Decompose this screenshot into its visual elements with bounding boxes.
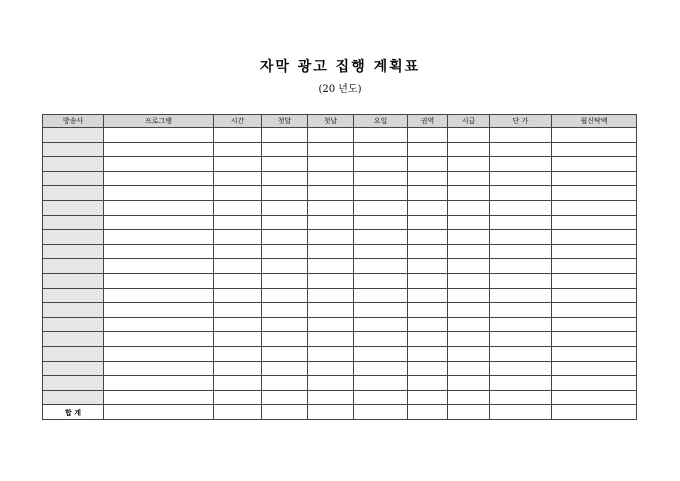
table-row [43,259,637,274]
table-cell[interactable] [552,376,637,391]
table-row [43,244,637,259]
table-cell[interactable] [308,244,354,259]
table-cell[interactable] [262,230,308,245]
table-cell[interactable] [262,317,308,332]
station-cell[interactable] [43,171,104,186]
table-cell[interactable] [408,288,448,303]
table-cell[interactable] [490,317,552,332]
table-row [43,128,637,143]
table-cell[interactable] [214,128,262,143]
table-cell[interactable] [262,361,308,376]
table-cell[interactable] [308,142,354,157]
station-cell[interactable] [43,303,104,318]
table-cell[interactable] [214,142,262,157]
table-cell[interactable] [448,390,490,405]
table-cell[interactable] [408,390,448,405]
table-cell[interactable] [214,376,262,391]
table-cell[interactable] [448,361,490,376]
table-cell[interactable] [104,376,214,391]
table-cell[interactable] [104,244,214,259]
table-body [43,128,637,420]
table-cell[interactable] [214,215,262,230]
table-cell[interactable] [354,332,408,347]
table-cell[interactable] [448,128,490,143]
table-cell[interactable] [448,230,490,245]
table-cell[interactable] [490,376,552,391]
total-label: 합 계 [43,405,104,420]
table-row [43,200,637,215]
station-cell[interactable] [43,259,104,274]
table-cell[interactable] [552,230,637,245]
table-cell[interactable] [490,230,552,245]
table-cell[interactable] [490,142,552,157]
table-cell[interactable] [490,259,552,274]
table-cell[interactable] [308,332,354,347]
table-cell[interactable] [214,303,262,318]
table-cell[interactable] [104,215,214,230]
table-cell[interactable] [214,259,262,274]
table-cell[interactable] [448,200,490,215]
table-cell[interactable] [552,405,637,420]
table-cell[interactable] [552,157,637,172]
table-cell[interactable] [214,317,262,332]
table-row [43,303,637,318]
table-cell[interactable] [308,200,354,215]
table-cell[interactable] [214,244,262,259]
station-cell[interactable] [43,200,104,215]
table-cell[interactable] [104,200,214,215]
table-row [43,230,637,245]
table-cell[interactable] [354,405,408,420]
table-row [43,361,637,376]
table-cell[interactable] [214,288,262,303]
table-cell[interactable] [354,171,408,186]
table-cell[interactable] [104,259,214,274]
table-cell[interactable] [408,346,448,361]
table-cell[interactable] [354,230,408,245]
table-cell[interactable] [214,186,262,201]
table-row [43,215,637,230]
table-cell[interactable] [262,273,308,288]
table-cell[interactable] [552,244,637,259]
table-cell[interactable] [490,361,552,376]
col-header-first-month: 첫달 [262,115,308,128]
table-row [43,346,637,361]
station-cell[interactable] [43,230,104,245]
col-header-station: 방송사 [43,115,104,128]
table-row [43,157,637,172]
table-cell[interactable] [354,288,408,303]
header-row [43,115,637,128]
table-cell[interactable] [262,215,308,230]
table-cell[interactable] [408,230,448,245]
table-cell[interactable] [104,346,214,361]
table-cell[interactable] [354,346,408,361]
table-cell[interactable] [354,215,408,230]
table-cell[interactable] [104,230,214,245]
table-cell[interactable] [490,186,552,201]
table-cell[interactable] [262,142,308,157]
table-cell[interactable] [262,346,308,361]
station-cell[interactable] [43,390,104,405]
table-row [43,317,637,332]
table-cell[interactable] [490,332,552,347]
table-cell[interactable] [552,259,637,274]
table-cell[interactable] [490,200,552,215]
col-header-unit-price: 단 가 [490,115,552,128]
station-cell[interactable] [43,273,104,288]
station-cell[interactable] [43,128,104,143]
table-cell[interactable] [104,405,214,420]
table-cell[interactable] [448,142,490,157]
table-cell[interactable] [104,128,214,143]
table-cell[interactable] [214,171,262,186]
table-cell[interactable] [408,332,448,347]
table-cell[interactable] [308,376,354,391]
table-cell[interactable] [490,128,552,143]
table-cell[interactable] [448,273,490,288]
table-cell[interactable] [354,376,408,391]
table-cell[interactable] [552,288,637,303]
table-cell[interactable] [262,259,308,274]
table-cell[interactable] [448,376,490,391]
total-row [43,405,637,420]
table-cell[interactable] [408,157,448,172]
table-cell[interactable] [448,215,490,230]
table-cell[interactable] [214,273,262,288]
table-cell[interactable] [104,157,214,172]
table-cell[interactable] [552,346,637,361]
col-header-region: 권역 [408,115,448,128]
col-header-first-day: 첫날 [308,115,354,128]
table-cell[interactable] [308,317,354,332]
table-row [43,273,637,288]
table-cell[interactable] [490,346,552,361]
table-cell[interactable] [552,215,637,230]
table-row [43,288,637,303]
table-cell[interactable] [408,171,448,186]
table-cell[interactable] [408,303,448,318]
table-cell[interactable] [408,200,448,215]
table-cell[interactable] [354,317,408,332]
table-cell[interactable] [408,244,448,259]
table-cell[interactable] [408,215,448,230]
table-cell[interactable] [214,346,262,361]
table-cell[interactable] [262,390,308,405]
col-header-time: 시간 [214,115,262,128]
table-cell[interactable] [104,288,214,303]
table-cell[interactable] [490,215,552,230]
table-cell[interactable] [354,157,408,172]
col-header-hourly-rate: 시급 [448,115,490,128]
table-cell[interactable] [308,157,354,172]
table-cell[interactable] [104,332,214,347]
table-cell[interactable] [448,317,490,332]
table-cell[interactable] [448,346,490,361]
table-cell[interactable] [408,142,448,157]
table-cell[interactable] [552,303,637,318]
table-cell[interactable] [552,142,637,157]
table-cell[interactable] [552,128,637,143]
station-cell[interactable] [43,317,104,332]
station-cell[interactable] [43,376,104,391]
table-cell[interactable] [308,405,354,420]
table-cell[interactable] [552,332,637,347]
table-cell[interactable] [308,288,354,303]
table-cell[interactable] [408,376,448,391]
table-cell[interactable] [104,171,214,186]
table-cell[interactable] [448,332,490,347]
table-cell[interactable] [354,244,408,259]
table-row [43,390,637,405]
ad-plan-table [42,114,637,420]
table-cell[interactable] [354,259,408,274]
table-cell[interactable] [408,186,448,201]
table-cell[interactable] [408,259,448,274]
table-cell[interactable] [214,390,262,405]
station-cell[interactable] [43,332,104,347]
table-cell[interactable] [308,215,354,230]
col-header-monthly-amount: 월신탁액 [552,115,637,128]
table-cell[interactable] [408,405,448,420]
table-cell[interactable] [214,200,262,215]
table-cell[interactable] [354,200,408,215]
table-cell[interactable] [408,361,448,376]
table-cell[interactable] [448,244,490,259]
table-cell[interactable] [308,346,354,361]
table-cell[interactable] [262,376,308,391]
table-row [43,376,637,391]
table-cell[interactable] [262,303,308,318]
table-row [43,171,637,186]
table-cell[interactable] [552,200,637,215]
table-cell[interactable] [104,186,214,201]
table-cell[interactable] [262,332,308,347]
table-cell[interactable] [262,157,308,172]
table-cell[interactable] [214,157,262,172]
table-cell[interactable] [354,390,408,405]
table-cell[interactable] [490,303,552,318]
table-cell[interactable] [308,303,354,318]
table-cell[interactable] [448,157,490,172]
station-cell[interactable] [43,142,104,157]
table-cell[interactable] [552,273,637,288]
page-title: 자막 광고 집행 계획표 [259,59,421,75]
table-cell[interactable] [552,186,637,201]
table-cell[interactable] [262,171,308,186]
year-subtitle: (20 년도) [318,84,362,95]
table-cell[interactable] [214,361,262,376]
table-cell[interactable] [354,303,408,318]
table-cell[interactable] [448,303,490,318]
table-cell[interactable] [448,405,490,420]
table-cell[interactable] [104,303,214,318]
table-cell[interactable] [104,361,214,376]
table-cell[interactable] [354,361,408,376]
table-cell[interactable] [262,128,308,143]
table-cell[interactable] [308,259,354,274]
table-cell[interactable] [262,200,308,215]
table-cell[interactable] [308,186,354,201]
col-header-program: 프로그램 [104,115,214,128]
table-cell[interactable] [552,361,637,376]
table-cell[interactable] [354,142,408,157]
table-cell[interactable] [448,186,490,201]
table-cell[interactable] [490,171,552,186]
table-cell[interactable] [552,390,637,405]
station-cell[interactable] [43,244,104,259]
table-cell[interactable] [408,273,448,288]
table-cell[interactable] [490,405,552,420]
table-cell[interactable] [308,273,354,288]
table-row [43,142,637,157]
table-cell[interactable] [262,405,308,420]
table-cell[interactable] [104,390,214,405]
station-cell[interactable] [43,361,104,376]
table-cell[interactable] [308,390,354,405]
table-cell[interactable] [490,273,552,288]
table-cell[interactable] [354,128,408,143]
table-cell[interactable] [408,128,448,143]
table-cell[interactable] [262,244,308,259]
station-cell[interactable] [43,346,104,361]
table-cell[interactable] [448,171,490,186]
table-cell[interactable] [448,259,490,274]
table-cell[interactable] [490,244,552,259]
table-cell[interactable] [262,186,308,201]
table-cell[interactable] [552,171,637,186]
table-cell[interactable] [308,171,354,186]
station-cell[interactable] [43,157,104,172]
table-cell[interactable] [354,273,408,288]
table-cell[interactable] [490,157,552,172]
station-cell[interactable] [43,186,104,201]
table-cell[interactable] [308,361,354,376]
table-cell[interactable] [354,186,408,201]
station-cell[interactable] [43,215,104,230]
table-row [43,186,637,201]
table-cell[interactable] [490,288,552,303]
table-cell[interactable] [214,332,262,347]
station-cell[interactable] [43,288,104,303]
table-row [43,332,637,347]
table-cell[interactable] [104,273,214,288]
table-cell[interactable] [408,317,448,332]
table-cell[interactable] [308,230,354,245]
table-cell[interactable] [262,288,308,303]
table-cell[interactable] [490,390,552,405]
table-cell[interactable] [214,405,262,420]
table-cell[interactable] [104,317,214,332]
col-header-weekday: 요일 [354,115,408,128]
table-cell[interactable] [214,230,262,245]
table-cell[interactable] [308,128,354,143]
table-cell[interactable] [104,142,214,157]
table-cell[interactable] [448,288,490,303]
table-cell[interactable] [552,317,637,332]
